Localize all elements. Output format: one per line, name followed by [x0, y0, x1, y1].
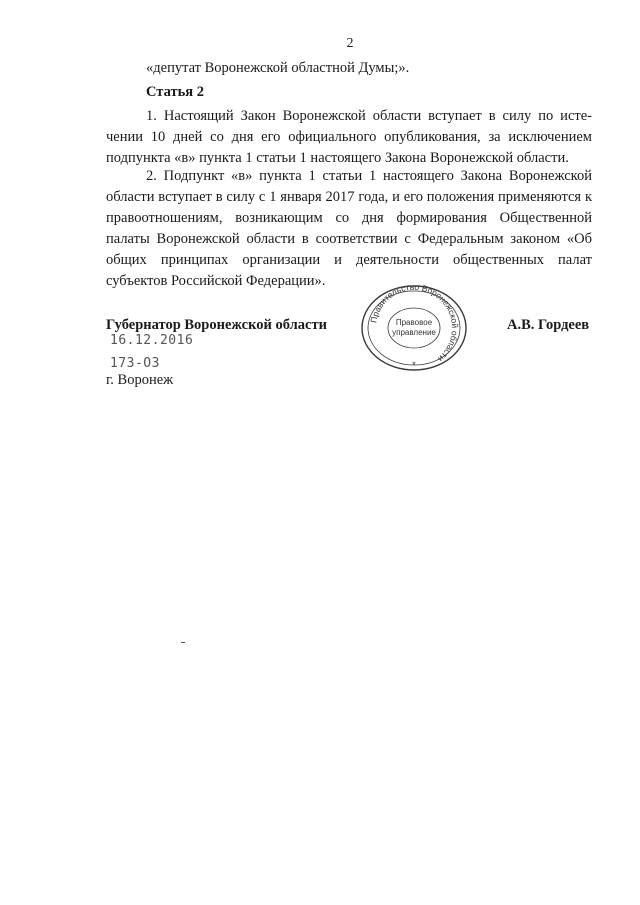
quote-line: «депутат Воронежской областной Думы;».: [146, 60, 410, 76]
article-heading: Статья 2: [146, 84, 204, 100]
city: г. Воронеж: [106, 372, 174, 388]
registration-number: 173-ОЗ: [110, 356, 160, 371]
signature-name: А.В. Гордеев: [507, 317, 590, 333]
official-stamp: [358, 283, 470, 373]
stamp-ring-text: Правительство Воронежской области: [368, 283, 461, 365]
page-number: 2: [346, 36, 354, 51]
paragraph-1: 1. Настоящий Закон Воронежской области вступает в силу по истечении 10 дней со дня его официального опубликования, за исключением подпункта «в» пункта 1 статьи 1 настоящего Закона Воронежской области.: [106, 108, 592, 166]
signature-title: Губернатор Воронежской области: [106, 317, 327, 333]
stamp-center-line-2: управление: [392, 328, 436, 337]
paragraph-2: 2. Подпункт «в» пункта 1 статьи 1 настоящего Закона Воронежской области вступает в силу с 1 января 2017 года, и его положения применяются к правоотношениям, возникающим со дня формирования Общественной палаты Воронежской области в соответствии с Федеральным законом «Об общих принципах организации и деятельности общественных палат субъектов Российской Федерации».: [106, 168, 592, 289]
stamp-center-line-1: Правовое: [395, 318, 433, 327]
stray-mark: [181, 642, 185, 643]
stamp-star: *: [412, 360, 416, 370]
registration-date: 16.12.2016: [110, 333, 194, 348]
